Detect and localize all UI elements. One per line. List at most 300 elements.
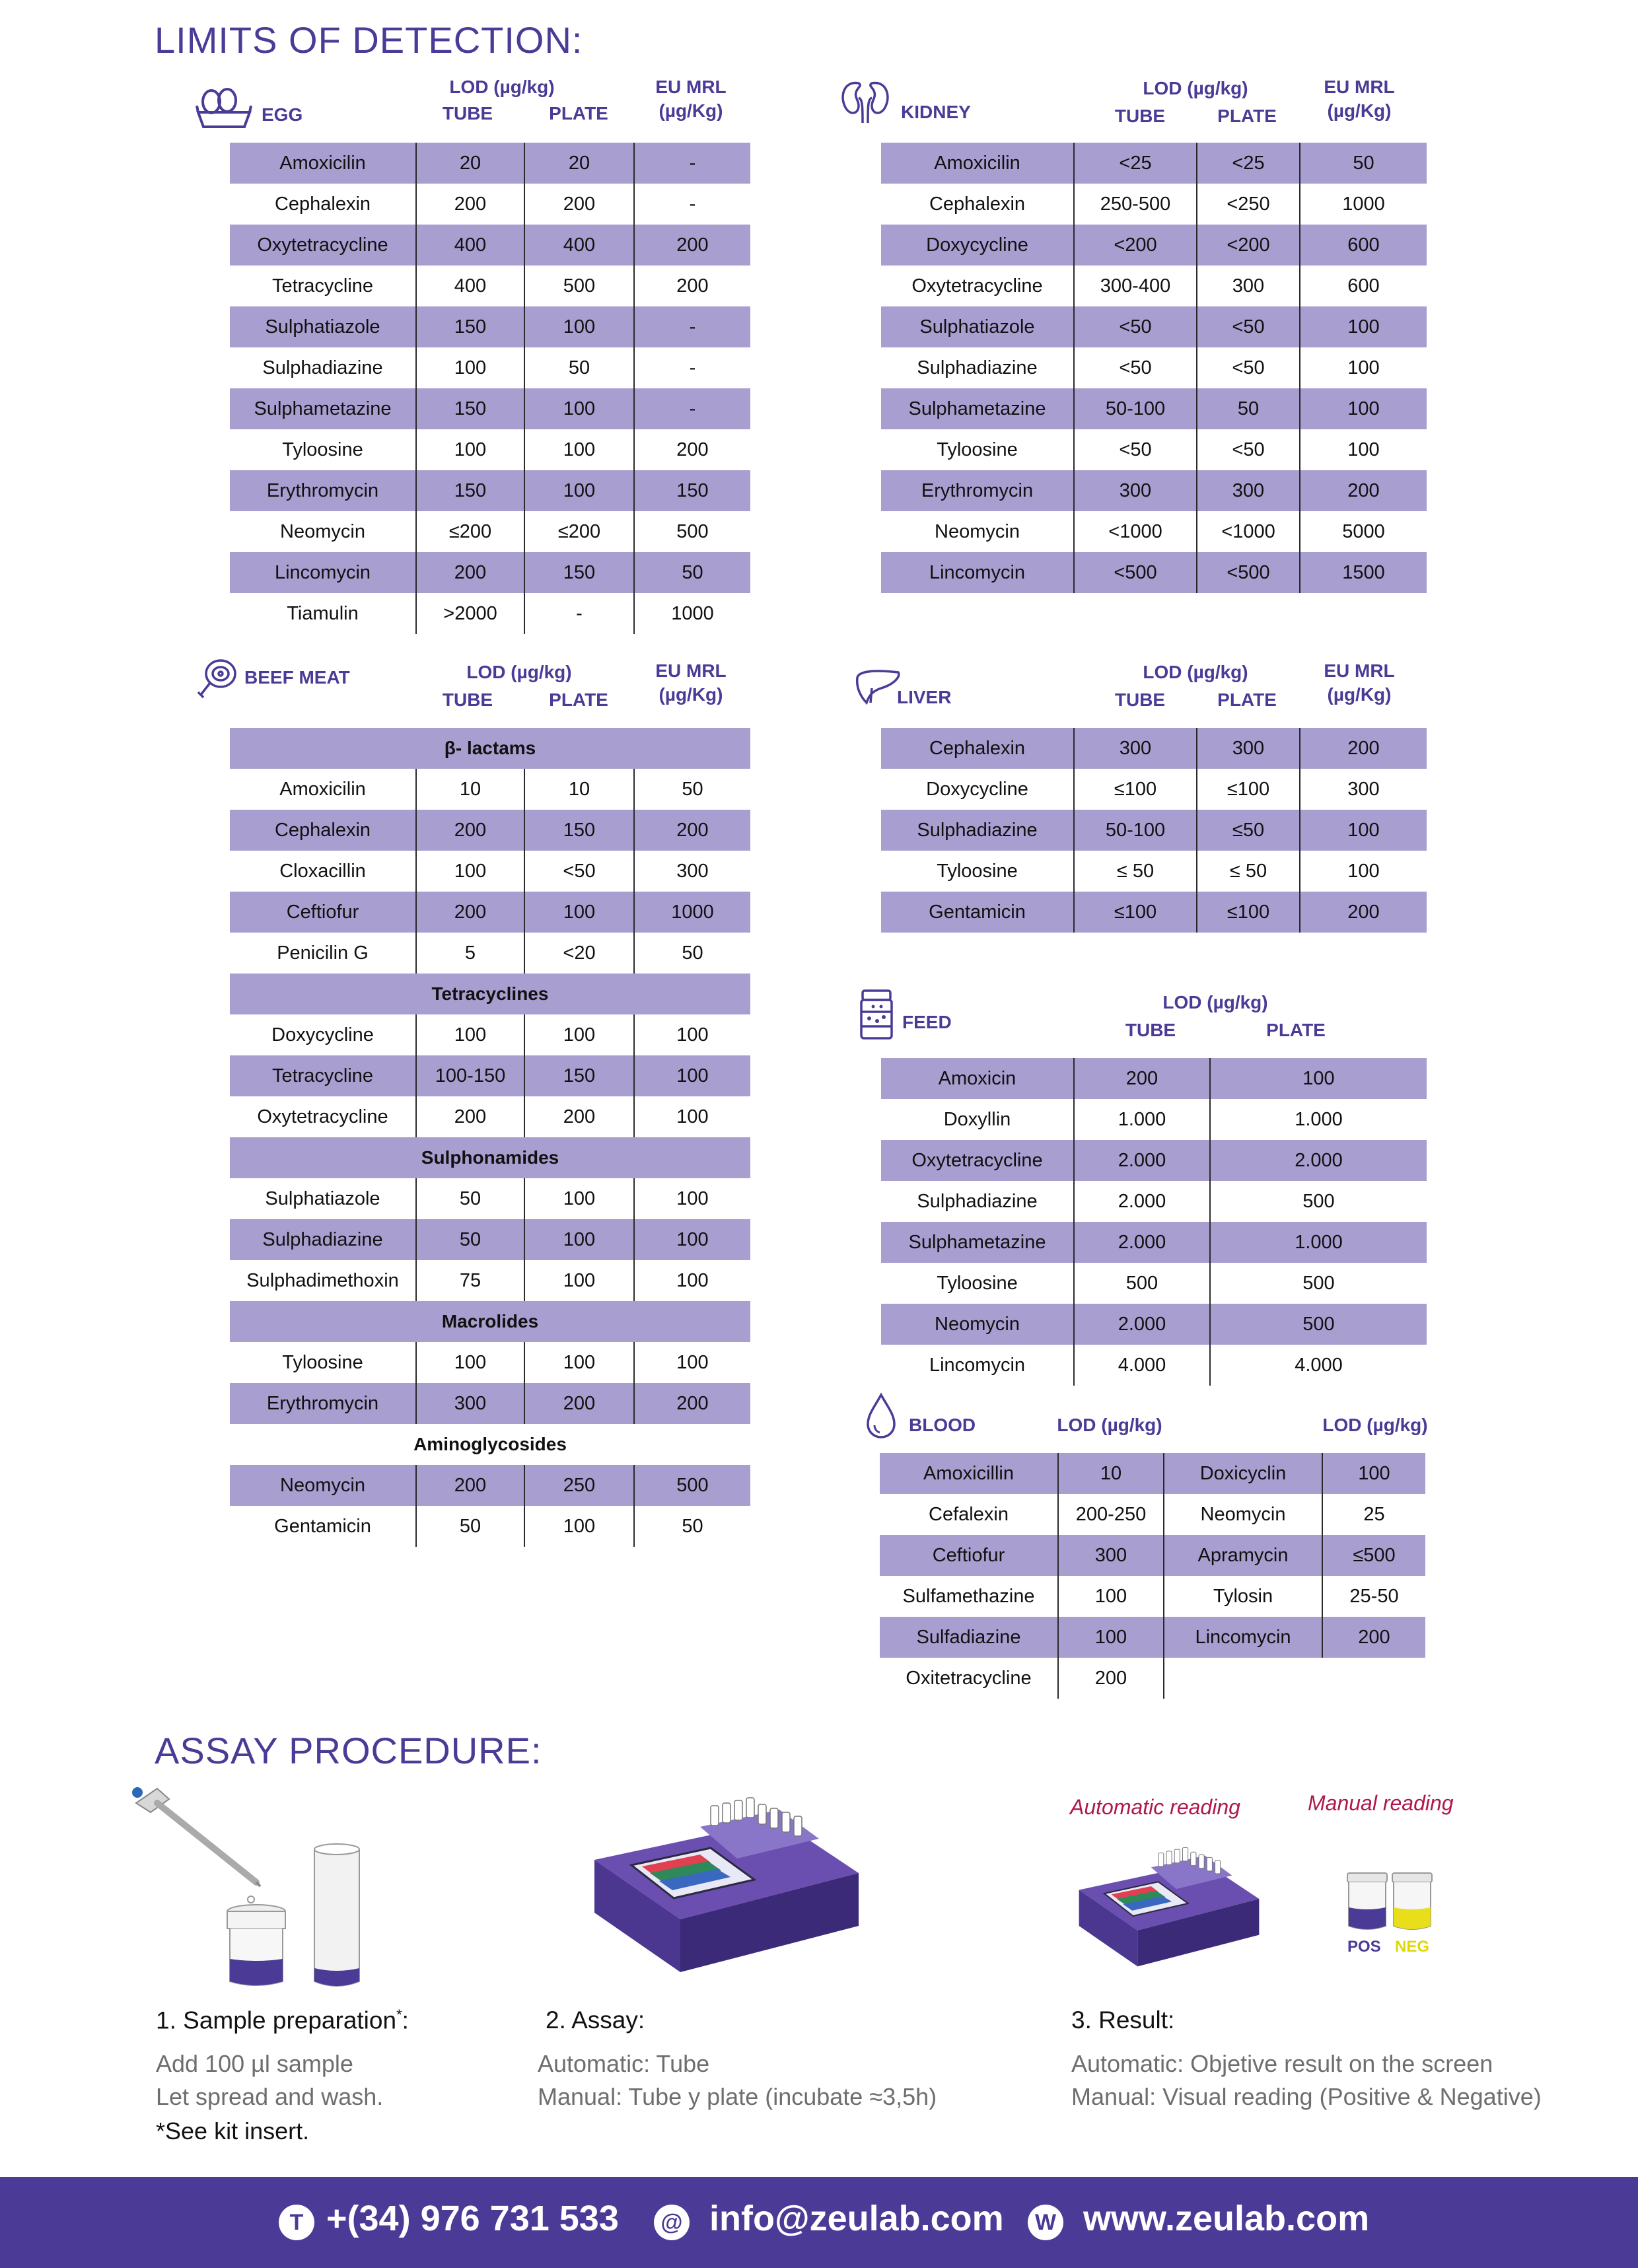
table-cell: 150 (524, 1055, 634, 1096)
table-cell: 500 (634, 511, 750, 552)
table-cell: 2.000 (1074, 1304, 1210, 1345)
neg-label: NEG (1395, 1938, 1430, 1956)
table-cell: Sulphadimethoxin (246, 1269, 399, 1291)
table-cell: 50 (416, 1178, 524, 1219)
feed-tube-header: TUBE (1125, 1020, 1176, 1040)
step1-title: 1. Sample preparation*: (156, 2006, 409, 2034)
group-header-row (230, 974, 750, 1014)
table-cell: Tetracycline (230, 1055, 416, 1096)
table-cell: 150 (634, 470, 750, 511)
table-row (881, 470, 1427, 511)
kidney-table (881, 143, 1427, 593)
table-cell: 100 (1300, 306, 1427, 347)
test-tube-icon (314, 1844, 359, 1986)
table-cell: <50 (524, 851, 634, 892)
table-cell: Doxycycline (271, 1024, 374, 1045)
liver-table (881, 728, 1427, 933)
sample-cup-icon (227, 1905, 285, 1985)
table-cell: 150 (416, 388, 524, 429)
table-cell: 2.000 (1074, 1222, 1210, 1263)
kidney-lod-header: LOD (µg/kg) (1143, 78, 1248, 98)
table-cell: Lincomycin (1164, 1617, 1322, 1658)
table-cell: Sulfamethazine (902, 1585, 1035, 1607)
table-cell: 2.000 (1074, 1140, 1210, 1181)
table-cell: 600 (1300, 225, 1427, 266)
table-cell: 150 (524, 552, 634, 593)
table-row (881, 1345, 1427, 1386)
table-row (230, 1506, 750, 1547)
table-cell: 1.000 (1074, 1099, 1210, 1140)
table-cell: 50 (1197, 388, 1300, 429)
table-row (230, 1465, 750, 1506)
table-cell: 4.000 (1074, 1345, 1210, 1386)
table-row (230, 266, 750, 306)
assay-heading: ASSAY PROCEDURE: (155, 1730, 542, 1771)
table-cell: 200 (1300, 892, 1427, 933)
table-cell: Oxitetracycline (906, 1667, 1032, 1689)
liver-plate-header: PLATE (1217, 690, 1277, 710)
neg-well-icon (1392, 1873, 1432, 1929)
table-cell: 300 (1197, 470, 1300, 511)
table-cell: Ceftiofur (880, 1535, 1058, 1576)
table-cell: 20 (524, 143, 634, 184)
table-cell: Doxycycline (926, 778, 1028, 800)
table-cell: Sulphadiazine (230, 1219, 416, 1260)
table-cell: Cephalexin (274, 193, 371, 215)
table-cell: - (634, 306, 750, 347)
table-cell: Sulphatiazole (881, 306, 1074, 347)
table-cell: 200 (416, 184, 524, 225)
table-cell: 1000 (634, 892, 750, 933)
table-cell: Cefalexin (929, 1503, 1009, 1525)
table-row (230, 851, 750, 892)
table-cell: 300-400 (1074, 266, 1197, 306)
table-row (881, 810, 1427, 851)
table-cell: <200 (1074, 225, 1197, 266)
table-cell: Lincomycin (230, 552, 416, 593)
table-cell: 100 (1300, 388, 1427, 429)
website-link[interactable]: www.zeulab.com (1083, 2199, 1370, 2238)
table-cell: Oxytetracycline (257, 1106, 388, 1127)
table-row (881, 552, 1427, 593)
pos-label: POS (1347, 1938, 1381, 1956)
table-cell: 300 (416, 1383, 524, 1424)
table-cell: <50 (1074, 347, 1197, 388)
table-cell: Neomycin (935, 520, 1020, 542)
table-row (881, 184, 1427, 225)
table-cell: 200 (416, 1465, 524, 1506)
table-cell: 2.000 (1074, 1181, 1210, 1222)
table-row (230, 225, 750, 266)
table-cell: 300 (1300, 769, 1427, 810)
table-row (230, 593, 750, 634)
table-row (881, 851, 1427, 892)
table-cell: 200 (1058, 1658, 1164, 1699)
table-row (230, 347, 750, 388)
group-header-row (230, 728, 750, 769)
kidney-plate-header: PLATE (1217, 106, 1277, 126)
liver-lod-header: LOD (µg/kg) (1143, 662, 1248, 682)
table-cell: <20 (524, 933, 634, 974)
table-cell: 75 (416, 1260, 524, 1301)
group-header-row (230, 1137, 750, 1178)
table-row (881, 1263, 1427, 1304)
table-cell: 500 (1074, 1263, 1210, 1304)
table-cell: Erythromycin (230, 1383, 416, 1424)
table-cell: 100 (1300, 851, 1427, 892)
table-cell: 25-50 (1322, 1576, 1425, 1617)
table-cell: 100 (524, 429, 634, 470)
table-row (881, 1304, 1427, 1345)
table-cell: Tetracycline (271, 275, 374, 297)
blood-lod-header-1: LOD (µg/kg) (1057, 1415, 1162, 1435)
table-row (881, 728, 1427, 769)
table-row (881, 1181, 1427, 1222)
table-cell: Cephalexin (929, 193, 1026, 215)
table-cell: Cloxacillin (279, 860, 366, 882)
egg-carton-icon (196, 86, 252, 132)
table-cell: 100 (1210, 1058, 1427, 1099)
table-cell: <1000 (1074, 511, 1197, 552)
table-row (230, 1178, 750, 1219)
table-cell: 200 (524, 184, 634, 225)
table-cell: 600 (1300, 266, 1427, 306)
egg-tube-header: TUBE (442, 103, 493, 124)
table-cell: 100 (634, 1260, 750, 1301)
table-cell: <50 (1197, 429, 1300, 470)
table-row (880, 1617, 1425, 1658)
table-row (230, 552, 750, 593)
table-cell: Neomycin (881, 1304, 1074, 1345)
table-cell: 200 (524, 1383, 634, 1424)
table-cell: ≤200 (416, 511, 524, 552)
table-cell: Tylosin (1164, 1576, 1322, 1617)
table-cell: <25 (1074, 143, 1197, 184)
table-cell: 200 (524, 1096, 634, 1137)
table-cell: Sulphametazine (881, 1222, 1074, 1263)
table-cell: 50-100 (1074, 388, 1197, 429)
table-cell: 100 (634, 1014, 750, 1055)
table-cell: Lincomycin (929, 1354, 1026, 1376)
table-row (230, 143, 750, 184)
table-cell: 2.000 (1210, 1140, 1427, 1181)
table-row (881, 892, 1427, 933)
table-cell: Tyloosine (937, 439, 1018, 460)
table-cell: <1000 (1197, 511, 1300, 552)
kidney-tube-header: TUBE (1114, 106, 1166, 126)
web-icon: W (1028, 2205, 1063, 2240)
table-row (880, 1535, 1425, 1576)
egg-title: EGG (262, 104, 303, 125)
meat-cut-icon (196, 656, 238, 703)
table-cell: 200 (634, 810, 750, 851)
table-cell: 5 (416, 933, 524, 974)
manual-reading-label: Manual reading (1308, 1791, 1454, 1815)
table-cell: Neomycin (230, 1465, 416, 1506)
table-cell: Sulphadiazine (881, 810, 1074, 851)
table-cell: Oxytetracycline (911, 275, 1043, 297)
table-cell: Sulphadiazine (917, 1190, 1038, 1212)
table-row (881, 1099, 1427, 1140)
table-cell: 200 (1300, 728, 1427, 769)
table-cell: 200 (416, 892, 524, 933)
beef-table (230, 728, 750, 1547)
table-cell: Apramycin (1164, 1535, 1322, 1576)
table-row (881, 429, 1427, 470)
table-cell: 5000 (1300, 511, 1427, 552)
table-row (230, 429, 750, 470)
table-row (881, 1140, 1427, 1181)
table-cell: - (524, 593, 634, 634)
table-cell: Sulphametazine (230, 388, 416, 429)
table-row (881, 769, 1427, 810)
kidney-mrl-header: EU MRL (µg/Kg) (1324, 77, 1395, 121)
table-cell: Tiamulin (287, 602, 359, 624)
table-cell: Doxyllin (943, 1108, 1011, 1130)
table-row (881, 511, 1427, 552)
table-cell: 200 (1322, 1617, 1425, 1658)
table-cell: <500 (1197, 552, 1300, 593)
feed-table (881, 1058, 1427, 1386)
table-cell: 50 (416, 1506, 524, 1547)
table-cell: Ceftiofur (230, 892, 416, 933)
pipette-and-tubes-illustration (131, 1783, 382, 2001)
table-row (881, 1058, 1427, 1099)
table-cell: 50 (634, 552, 750, 593)
table-cell: 10 (1058, 1453, 1164, 1494)
table-cell: 1.000 (1210, 1099, 1427, 1140)
table-row (230, 470, 750, 511)
step2-title: 2. Assay: (546, 2006, 645, 2034)
table-cell: 300 (634, 851, 750, 892)
table-cell: 400 (416, 266, 524, 306)
group-name: Sulphonamides (230, 1137, 750, 1178)
table-cell: 50-100 (1074, 810, 1197, 851)
table-cell: Oxytetracycline (230, 225, 416, 266)
table-cell: 1000 (634, 593, 750, 634)
table-cell: 4.000 (1210, 1345, 1427, 1386)
table-row (230, 1014, 750, 1055)
kidney-title: KIDNEY (901, 102, 971, 122)
table-cell: Neomycin (280, 520, 365, 542)
table-cell: ≤100 (1074, 892, 1197, 933)
table-cell: 100 (524, 892, 634, 933)
table-cell: Oxytetracycline (881, 1140, 1074, 1181)
table-row (230, 1342, 750, 1383)
table-cell: ≤100 (1197, 892, 1300, 933)
table-cell: 150 (416, 306, 524, 347)
table-cell: 400 (524, 225, 634, 266)
table-cell: 100 (634, 1096, 750, 1137)
table-cell: 200 (1300, 470, 1427, 511)
table-cell: Gentamicin (881, 892, 1074, 933)
step1-note: *See kit insert. (156, 2117, 310, 2144)
email-link[interactable]: info@zeulab.com (709, 2199, 1004, 2238)
group-header-row (230, 1301, 750, 1342)
table-cell: 100 (1300, 347, 1427, 388)
table-cell: 20 (416, 143, 524, 184)
beef-mrl-header: EU MRL (µg/Kg) (655, 660, 727, 705)
table-cell: 500 (524, 266, 634, 306)
contact-footer (0, 2177, 1638, 2268)
table-cell: 400 (416, 225, 524, 266)
table-cell: 200 (634, 225, 750, 266)
table-cell: 250 (524, 1465, 634, 1506)
table-cell: Cephalexin (230, 810, 416, 851)
table-cell: 10 (524, 769, 634, 810)
table-cell: 200 (416, 1096, 524, 1137)
table-cell: 100 (634, 1178, 750, 1219)
feed-plate-header: PLATE (1266, 1020, 1326, 1040)
table-cell: 1.000 (1210, 1222, 1427, 1263)
table-cell: Lincomycin (881, 552, 1074, 593)
table-cell: Neomycin (1164, 1494, 1322, 1535)
table-cell: Tyloosine (282, 439, 363, 460)
table-cell: Sulphametazine (881, 388, 1074, 429)
group-name: β- lactams (230, 728, 750, 769)
table-cell: 100 (416, 851, 524, 892)
beef-title: BEEF MEAT (244, 667, 350, 688)
table-cell: Amoxicilin (279, 778, 366, 800)
table-row (881, 225, 1427, 266)
table-cell: Doxicyclin (1164, 1453, 1322, 1494)
table-cell: 1500 (1300, 552, 1427, 593)
table-cell: 50 (634, 933, 750, 974)
table-row (881, 388, 1427, 429)
table-cell: <25 (1197, 143, 1300, 184)
table-cell: 100 (1300, 810, 1427, 851)
table-cell: ≤ 50 (1074, 851, 1197, 892)
table-row (880, 1658, 1425, 1699)
blood-title: BLOOD (909, 1415, 976, 1435)
table-cell: 100 (1300, 429, 1427, 470)
table-row (230, 306, 750, 347)
table-cell: 100 (524, 1014, 634, 1055)
table-cell: ≤200 (524, 511, 634, 552)
table-row (230, 511, 750, 552)
kidney-icon (839, 78, 892, 125)
table-cell: ≤100 (1197, 769, 1300, 810)
table-cell: 50 (634, 769, 750, 810)
table-row (230, 184, 750, 225)
table-row (880, 1576, 1425, 1617)
table-cell: 200 (634, 1383, 750, 1424)
blood-table (880, 1453, 1425, 1699)
table-cell: 1000 (1300, 184, 1427, 225)
table-cell: <50 (1197, 306, 1300, 347)
table-cell: 25 (1322, 1494, 1425, 1535)
table-row (230, 1219, 750, 1260)
table-cell: 200 (1074, 1058, 1210, 1099)
pos-neg-wells-illustration (1345, 1870, 1437, 1934)
table-cell: 500 (1210, 1263, 1427, 1304)
table-cell: Sulphadiazine (262, 357, 383, 378)
table-row (230, 892, 750, 933)
table-row (230, 933, 750, 974)
table-cell: - (634, 184, 750, 225)
table-row (881, 306, 1427, 347)
table-row (880, 1494, 1425, 1535)
phone-number[interactable]: +(34) 976 731 533 (326, 2199, 619, 2238)
table-row (230, 388, 750, 429)
table-row (230, 1096, 750, 1137)
table-cell: Amoxicin (881, 1058, 1074, 1099)
table-cell: Sulphadiazine (917, 357, 1038, 378)
table-cell: ≤ 50 (1197, 851, 1300, 892)
table-row (881, 347, 1427, 388)
table-cell: 150 (416, 470, 524, 511)
feed-lod-header: LOD (µg/kg) (1162, 992, 1268, 1012)
table-cell: 250-500 (1074, 184, 1197, 225)
liver-mrl-header: EU MRL (µg/Kg) (1324, 660, 1395, 705)
egg-lod-header: LOD (µg/kg) (449, 77, 555, 97)
table-cell: 100 (416, 1014, 524, 1055)
table-cell: - (634, 143, 750, 184)
table-cell: 100 (524, 1506, 634, 1547)
table-cell: Gentamicin (274, 1515, 371, 1537)
table-cell: Sulphatiazole (230, 306, 416, 347)
table-row (230, 1260, 750, 1301)
group-name: Tetracyclines (230, 974, 750, 1014)
table-cell: 300 (1197, 728, 1300, 769)
table-cell: Tyloosine (282, 1351, 363, 1373)
automatic-reading-label: Automatic reading (1070, 1795, 1240, 1819)
pipette-icon (132, 1787, 260, 1903)
table-cell: 100 (524, 1342, 634, 1383)
table-cell: Amoxicilin (881, 143, 1074, 184)
table-cell: 200-250 (1058, 1494, 1164, 1535)
group-name: Aminoglycosides (413, 1434, 567, 1454)
group-name: Macrolides (230, 1301, 750, 1342)
table-cell: 100 (1058, 1576, 1164, 1617)
table-cell: 50 (634, 1506, 750, 1547)
egg-table (230, 143, 750, 634)
table-cell: 50 (524, 347, 634, 388)
table-cell: 100 (416, 347, 524, 388)
table-cell: <200 (1197, 225, 1300, 266)
table-cell: - (634, 388, 750, 429)
table-cell: 100 (634, 1219, 750, 1260)
table-cell (1164, 1658, 1322, 1699)
table-cell: Sulfadiazine (880, 1617, 1058, 1658)
phone-icon: T (279, 2205, 314, 2240)
egg-mrl-header: EU MRL (µg/Kg) (655, 77, 727, 121)
table-row (881, 143, 1427, 184)
table-cell: Cephalexin (881, 728, 1074, 769)
table-cell: 300 (1197, 266, 1300, 306)
step1-text: Add 100 µl sample Let spread and wash. (156, 2050, 384, 2110)
reader-device-illustration (581, 1794, 872, 1999)
table-cell: Tyloosine (937, 860, 1018, 882)
table-cell: 100 (634, 1055, 750, 1096)
table-row (230, 769, 750, 810)
email-icon: @ (654, 2205, 690, 2240)
table-row (881, 266, 1427, 306)
table-cell: >2000 (416, 593, 524, 634)
table-cell: 300 (1074, 470, 1197, 511)
liver-icon (855, 668, 902, 705)
table-cell: 500 (1210, 1181, 1427, 1222)
liver-title: LIVER (897, 687, 952, 707)
table-row (880, 1453, 1425, 1494)
table-cell: ≤50 (1197, 810, 1300, 851)
table-cell: - (634, 347, 750, 388)
table-cell: Erythromycin (881, 470, 1074, 511)
table-cell: 100 (416, 1342, 524, 1383)
table-cell: 100 (634, 1342, 750, 1383)
table-cell: 100 (416, 429, 524, 470)
step2-text: Automatic: Tube Manual: Tube y plate (incubate ≈3,5h) (538, 2050, 937, 2110)
